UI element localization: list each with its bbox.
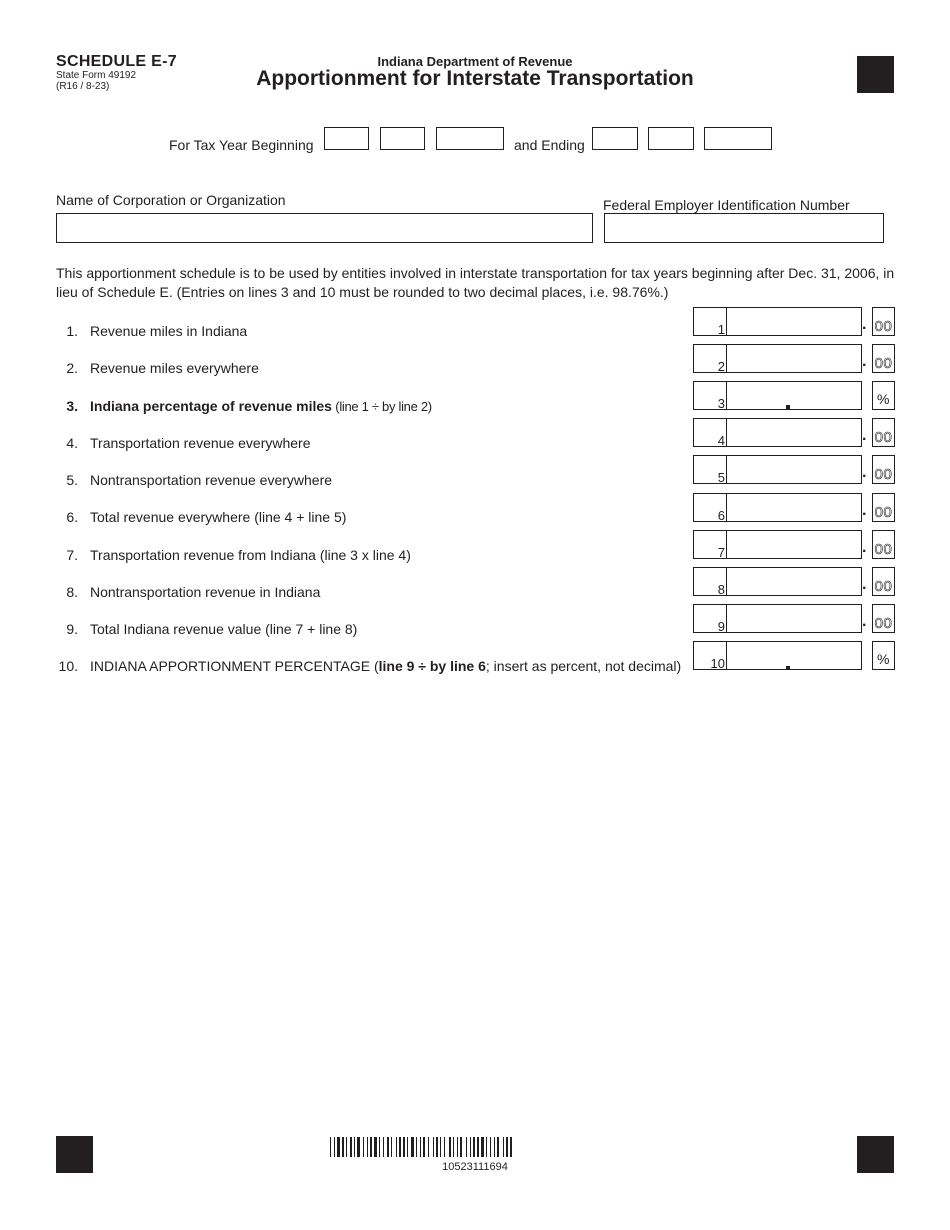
line-box-number: 9 xyxy=(693,604,727,633)
barcode-bar xyxy=(383,1137,384,1157)
line-1-cents: 00 xyxy=(872,307,895,336)
barcode xyxy=(330,1137,620,1157)
barcode-bar xyxy=(374,1137,377,1157)
barcode-bar xyxy=(367,1137,368,1157)
barcode-bar xyxy=(387,1137,389,1157)
line-number: 3. xyxy=(66,398,78,414)
barcode-bar xyxy=(411,1137,414,1157)
department-name: Indiana Department of Revenue xyxy=(377,54,573,69)
end-year-input[interactable] xyxy=(704,127,772,150)
line-label: Revenue miles in Indiana xyxy=(90,323,248,339)
line-label: Revenue miles everywhere xyxy=(90,360,259,376)
line-10-input[interactable] xyxy=(726,641,862,670)
corporation-name-label: Name of Corporation or Organization xyxy=(56,192,286,208)
barcode-bar xyxy=(350,1137,352,1157)
corporation-name-input[interactable] xyxy=(56,213,593,243)
line-box-number: 4 xyxy=(693,418,727,447)
begin-year-input[interactable] xyxy=(436,127,504,150)
barcode-bar xyxy=(396,1137,397,1157)
barcode-bar xyxy=(354,1137,355,1157)
line-box-number: 10 xyxy=(693,641,727,670)
line-5-input[interactable] xyxy=(726,455,862,484)
barcode-number: 10523111694 xyxy=(442,1161,508,1173)
fein-label: Federal Employer Identification Number xyxy=(603,197,850,213)
line-box-number: 3 xyxy=(693,381,727,410)
barcode-bar xyxy=(477,1137,479,1157)
barcode-bar xyxy=(506,1137,508,1157)
line-6-input[interactable] xyxy=(726,493,862,522)
decimal-point xyxy=(786,666,790,670)
barcode-bar xyxy=(486,1137,487,1157)
barcode-bar xyxy=(466,1137,467,1157)
line-2-input[interactable] xyxy=(726,344,862,373)
line-number: 4. xyxy=(66,435,78,451)
line-label: Total Indiana revenue value (line 7 + line 8) xyxy=(90,621,358,637)
barcode-bar xyxy=(497,1137,499,1157)
line-box-number: 8 xyxy=(693,567,727,596)
line-box-number: 2 xyxy=(693,344,727,373)
barcode-bar xyxy=(433,1137,434,1157)
registration-mark-bottom-left xyxy=(56,1136,93,1173)
line-box-number: 1 xyxy=(693,307,727,336)
line-7-input[interactable] xyxy=(726,530,862,559)
end-day-input[interactable] xyxy=(648,127,694,150)
decimal-point: . xyxy=(862,353,867,370)
fein-input[interactable] xyxy=(604,213,884,243)
line-5-cents: 00 xyxy=(872,455,895,484)
barcode-bar xyxy=(444,1137,445,1157)
line-7-cents: 00 xyxy=(872,530,895,559)
barcode-bar xyxy=(490,1137,491,1157)
barcode-bar xyxy=(428,1137,429,1157)
line-number: 1. xyxy=(66,323,78,339)
decimal-point: . xyxy=(862,427,867,444)
line-box-number: 6 xyxy=(693,493,727,522)
line-label: Total revenue everywhere (line 4 + line 5) xyxy=(90,509,347,525)
end-month-input[interactable] xyxy=(592,127,638,150)
line-label: Indiana percentage of revenue miles (line 1 ÷ by line 2) xyxy=(90,398,432,414)
line-label: INDIANA APPORTIONMENT PERCENTAGE (line 9 ÷ by line 6; insert as percent, not decimal) xyxy=(90,658,682,674)
line-9-cents: 00 xyxy=(872,604,895,633)
line-6-cents: 00 xyxy=(872,493,895,522)
barcode-bar xyxy=(440,1137,441,1157)
barcode-bar xyxy=(346,1137,347,1157)
line-label: Transportation revenue from Indiana (line 3 x line 4) xyxy=(90,547,411,563)
barcode-bar xyxy=(494,1137,495,1157)
barcode-bar xyxy=(449,1137,451,1157)
decimal-point: . xyxy=(862,539,867,556)
barcode-bar xyxy=(481,1137,484,1157)
barcode-bar xyxy=(370,1137,372,1157)
barcode-bar xyxy=(342,1137,344,1157)
barcode-bar xyxy=(420,1137,421,1157)
page-title: Apportionment for Interstate Transportation xyxy=(256,67,694,90)
line-number: 8. xyxy=(66,584,78,600)
line-4-input[interactable] xyxy=(726,418,862,447)
line-box-number: 5 xyxy=(693,455,727,484)
barcode-bar xyxy=(503,1137,504,1157)
line-box-number: 7 xyxy=(693,530,727,559)
barcode-bar xyxy=(436,1137,438,1157)
barcode-bar xyxy=(357,1137,360,1157)
barcode-bar xyxy=(403,1137,405,1157)
decimal-point: . xyxy=(862,502,867,519)
barcode-bar xyxy=(334,1137,335,1157)
state-form-number: State Form 49192 xyxy=(56,70,137,81)
barcode-bar xyxy=(337,1137,340,1157)
barcode-bar xyxy=(423,1137,425,1157)
line-number: 5. xyxy=(66,472,78,488)
begin-month-input[interactable] xyxy=(324,127,369,150)
registration-mark-bottom-right xyxy=(857,1136,894,1173)
barcode-bar xyxy=(399,1137,401,1157)
percent-sign-box: % xyxy=(872,381,895,410)
decimal-point: . xyxy=(862,316,867,333)
schedule-title: SCHEDULE E-7 xyxy=(56,53,177,70)
line-number: 2. xyxy=(66,360,78,376)
decimal-point xyxy=(786,405,790,409)
line-2-cents: 00 xyxy=(872,344,895,373)
line-number: 10. xyxy=(58,658,78,674)
line-9-input[interactable] xyxy=(726,604,862,633)
barcode-bar xyxy=(407,1137,408,1157)
barcode-bar xyxy=(470,1137,471,1157)
barcode-bar xyxy=(473,1137,475,1157)
line-3-input[interactable] xyxy=(726,381,862,410)
instructions-paragraph: This apportionment schedule is to be used by entities involved in interstate transportation for tax years beginning after Dec. 31, 2006, in lieu of Schedule E. (Entries on lines 3 and 10 must be rounded to two decimal places, i.e. 98.76%.) xyxy=(56,265,895,300)
line-8-input[interactable] xyxy=(726,567,862,596)
decimal-point: . xyxy=(862,613,867,630)
tax-year-beginning-label: For Tax Year Beginning xyxy=(169,137,314,153)
begin-day-input[interactable] xyxy=(380,127,425,150)
line-4-cents: 00 xyxy=(872,418,895,447)
barcode-bar xyxy=(460,1137,462,1157)
decimal-point: . xyxy=(862,576,867,593)
barcode-bar xyxy=(453,1137,454,1157)
tax-year-ending-label: and Ending xyxy=(514,137,585,153)
line-number: 6. xyxy=(66,509,78,525)
barcode-bar xyxy=(416,1137,417,1157)
line-label: Nontransportation revenue in Indiana xyxy=(90,584,321,600)
line-number: 7. xyxy=(66,547,78,563)
barcode-bar xyxy=(379,1137,380,1157)
barcode-bar xyxy=(391,1137,392,1157)
line-1-input[interactable] xyxy=(726,307,862,336)
barcode-bar xyxy=(510,1137,512,1157)
line-8-cents: 00 xyxy=(872,567,895,596)
form-revision: (R16 / 8-23) xyxy=(56,81,110,92)
percent-sign-box: % xyxy=(872,641,895,670)
line-label: Nontransportation revenue everywhere xyxy=(90,472,333,488)
line-label: Transportation revenue everywhere xyxy=(90,435,311,451)
line-number: 9. xyxy=(66,621,78,637)
decimal-point: . xyxy=(862,464,867,481)
barcode-bar xyxy=(330,1137,331,1157)
barcode-bar xyxy=(457,1137,458,1157)
barcode-bar xyxy=(363,1137,364,1157)
